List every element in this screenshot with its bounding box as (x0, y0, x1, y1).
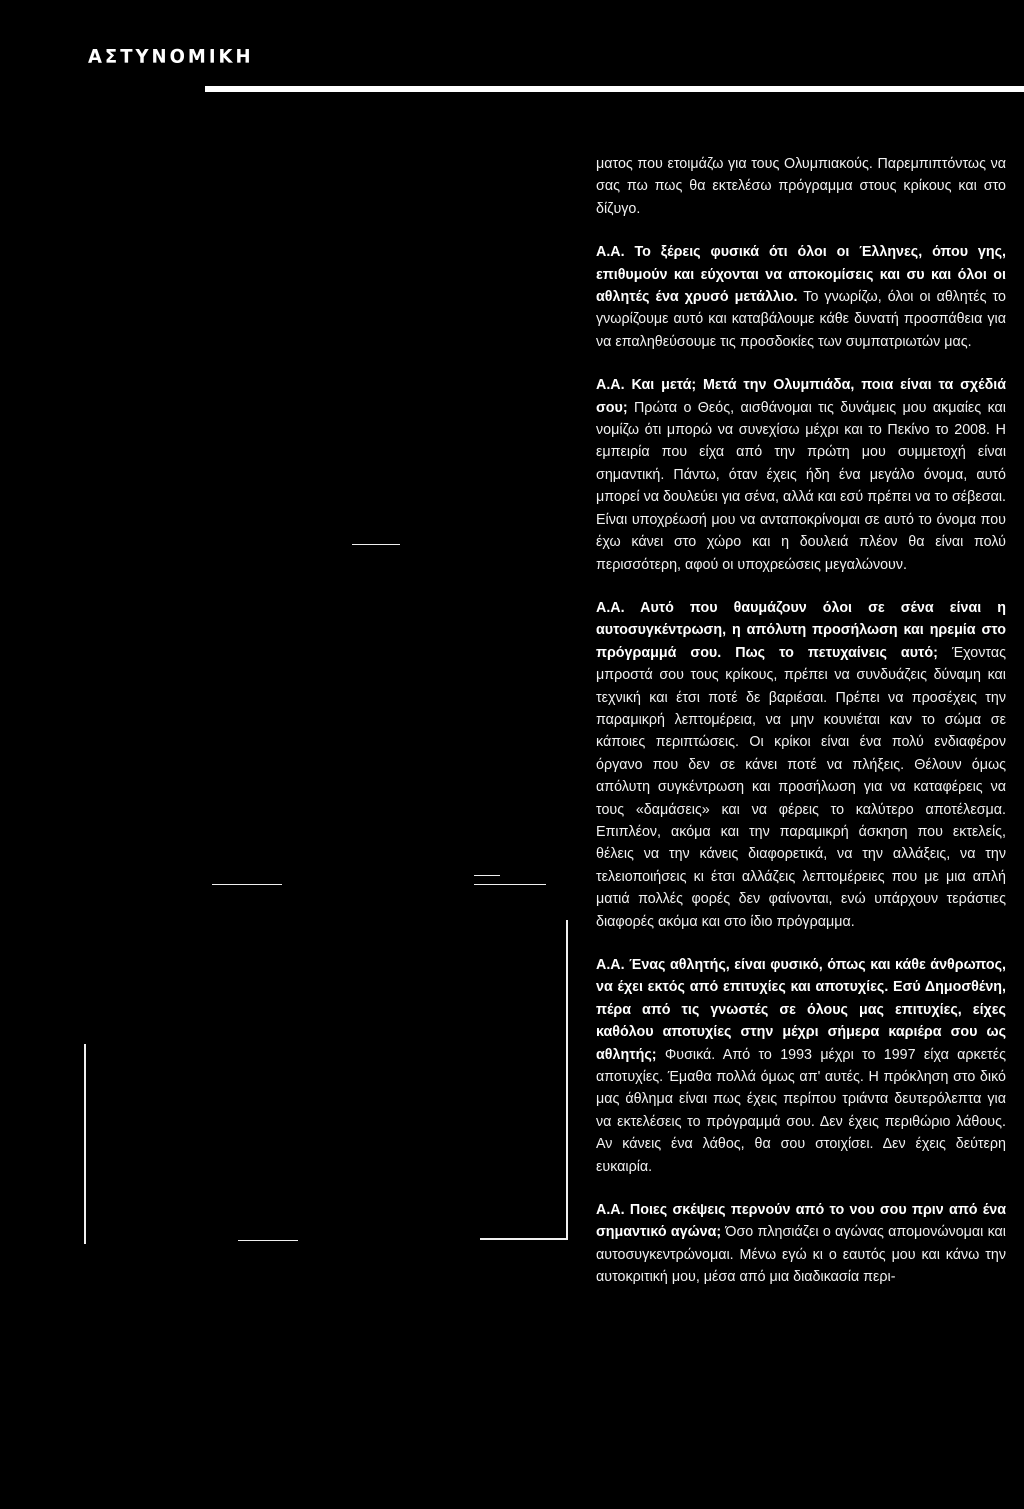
photo-edge-line (566, 920, 568, 1240)
answer-text: Έχοντας μπροστά σου τους κρίκους, πρέπει να συνδυάζεις δύναμη και τεχνική και έτσι ποτέ δε βαριέσαι. Πρέπει να προσέχεις την παραμικρή λεπτομέρεια, να μην κουνιέται καν το σώμα σε κάποιες περιπτώσεις. Οι κρίκοι είναι ένα πολύ ενδιαφέρον όργανο που δεν σε κάνει ποτέ να πλήξεις. Θέλουν όμως απόλυτη συγκέντρωση και προσήλωση για να καταφέρεις να τους «δαμάσεις» και να φέρεις το καλύτερο αποτέλεσμα. Επιπλέον, ακόμα και την παραμικρή άσκηση που εκτελείς, θέλεις να την κάνεις διαφορετικά, να την αλλάξεις, να την τελειοποιήσεις κι έτσι αλλάζεις λεπτομέρειες που με μια απλή ματιά πολλές φορές δεν φαίνονται, ενώ υπάρχουν τεράστιες διαφορές ακόμα και στο ίδιο πρόγραμμα. (596, 644, 1006, 930)
photo-edge-line (238, 1240, 298, 1241)
qa-block (596, 954, 1006, 1178)
masthead-rule (205, 86, 1024, 92)
question-text: Α.Α. Και μετά; Μετά την Ολυμπιάδα, ποια είναι τα σχέδιά σου; (596, 377, 1006, 416)
masthead-title: ΑΣΤΥΝΟΜΙΚΗ (88, 45, 254, 68)
question-text: Α.Α. Ένας αθλητής, είναι φυσικό, όπως και κάθε άνθρωπος, να έχει εκτός από επιτυχίες και αποτυχίες. Εσύ Δημοσθένη, πέρα από τις γνωστές σε όλους μας επιτυχίες, είχες καθόλου αποτυχίες στην μέχρι σήμερα καριέρα σου ως αθλητής; (596, 957, 1006, 1063)
answer-text: Το γνωρίζω, όλοι οι αθλητές το γνωρίζουμε αυτό και καταβάλουμε κάθε δυνατή προσπάθεια για να επαληθεύσουμε τις προσδοκίες των συμπατριωτών μας. (596, 289, 1006, 350)
question-text: Α.Α. Ποιες σκέψεις περνούν από το νου σου πριν από ένα σημαντικό αγώνα; (596, 1202, 1006, 1241)
paragraph (596, 153, 1006, 220)
answer-text: Όσο πλησιάζει ο αγώνας απομονώνομαι και αυτοσυγκεντρώνομαι. Μένω εγώ κι ο εαυτός μου και κάνω την αυτοκριτική μου, μέσα από μια διαδικασία περι- (596, 1224, 1006, 1286)
photo-edge-line (352, 544, 400, 545)
answer-text: ματος που ετοιμάζω για τους Ολυμπιακούς. Παρεμπιπτόντως να σας πω πως θα εκτελέσω πρόγραμμα στους κρίκους και στο δίζυγο. (596, 156, 1006, 217)
qa-block (596, 374, 1006, 576)
qa-block (596, 1199, 1006, 1289)
question-text: Α.Α. Το ξέρεις φυσικά ότι όλοι οι Έλληνες, όπου γης, επιθυμούν και εύχονται να αποκομίσεις και συ και όλοι οι αθλητές ένα χρυσό μετάλλιο. (596, 244, 1006, 306)
question-text: Α.Α. Αυτό που θαυμάζουν όλοι σε σένα είναι η αυτοσυγκέντρωση, η απόλυτη προσήλωση και ηρεμία στο πρόγραμμά σου. Πως το πετυχαίνεις αυτό; (596, 599, 1006, 661)
qa-block (596, 597, 1006, 933)
photo-edge-line (84, 1044, 86, 1244)
answer-text: Πρώτα ο Θεός, αισθάνομαι τις δυνάμεις μου ακμαίες και νομίζω ότι μπορώ να συνεχίσω μέχρι και το Πεκίνο το 2008. Η εμπειρία που είχα από την πρώτη μου συμμετοχή είναι σημαντική. Πάντω, όταν έχεις ήδη ένα μεγάλο όνομα, αυτό μπορεί να δουλεύει για σένα, αλλά και εσύ πρέπει να το σέβεσαι. Είναι υποχρέωσή μου να ανταποκρίνομαι σε αυτό το όνομα που έχω κάνει στο χώρο και η δουλειά πλέον θα είναι πολύ περισσότερη, αφού οι υποχρεώσεις μεγαλώνουν. (596, 399, 1006, 573)
qa-block (596, 241, 1006, 353)
answer-text: Φυσικά. Από το 1993 μέχρι το 1997 είχα αρκετές αποτυχίες. Έμαθα πολλά όμως απ' αυτές. Η πρόκληση στο δικό μας άθλημα είναι πως έχεις περίπου τριάντα δευτερόλεπτα για να εκτελέσεις το πρόγραμμά σου. Δεν έχεις περιθώριο λάθους. Αν κάνεις ένα λάθος, θα σου στοιχίσει. Δεν έχεις δεύτερη ευκαιρία. (596, 1046, 1006, 1175)
article-column (596, 153, 1006, 1310)
photo-edge-line (480, 1238, 566, 1240)
photo-edge-line (212, 884, 282, 885)
photo-edge-line (474, 875, 500, 876)
photo-edge-line (474, 884, 546, 885)
